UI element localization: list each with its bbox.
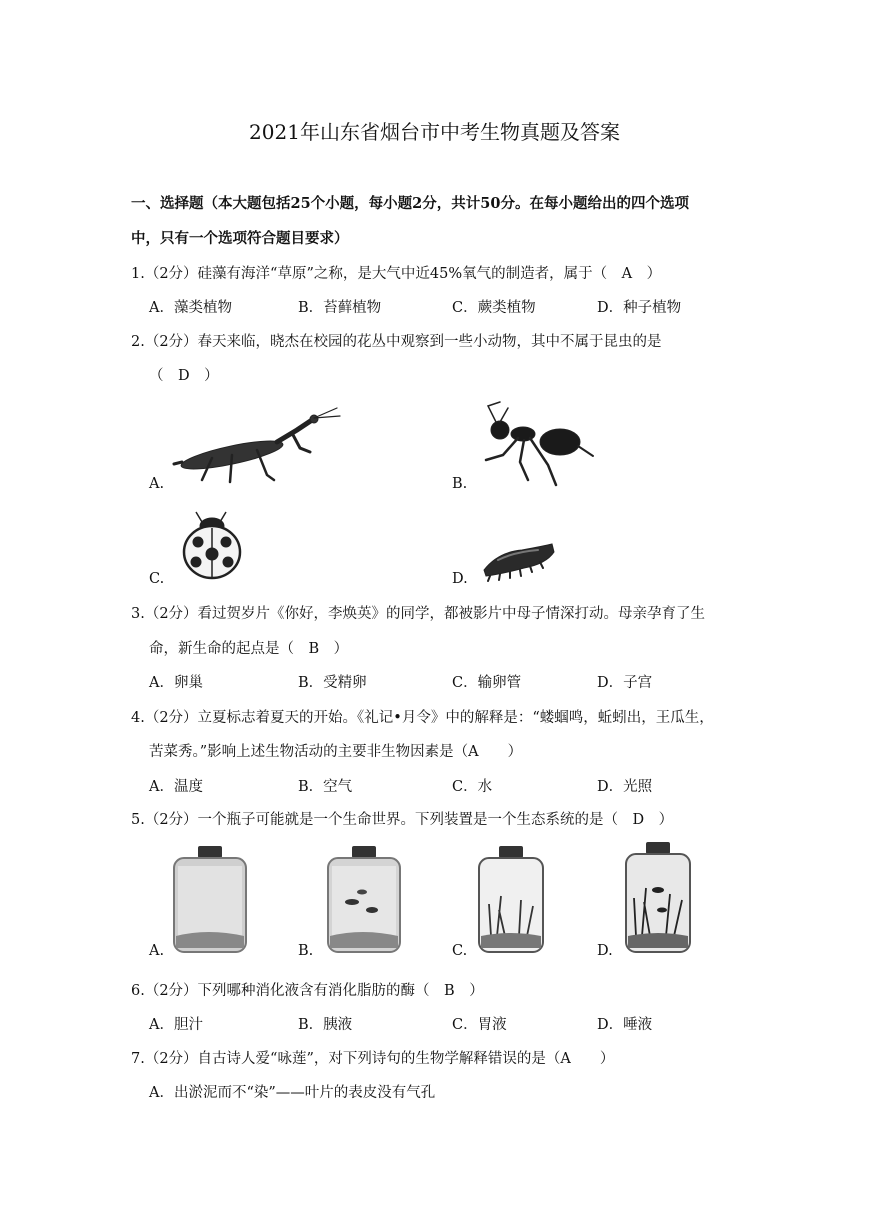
- question-5-option-c: C.: [452, 943, 468, 959]
- question-1-option-d: D．种子植物: [597, 300, 682, 316]
- jar-fish-icon: [322, 844, 404, 956]
- question-6-option-a: A．胆汁: [149, 1017, 203, 1033]
- question-5-option-b: B.: [298, 943, 314, 959]
- jar-plants-fish-icon: [622, 840, 694, 956]
- question-1-option-c: C．蕨类植物: [452, 300, 536, 316]
- question-5-text: 5.（2分）一个瓶子可能就是一个生命世界。下列装置是一个生态系统的是（ D ）: [131, 812, 674, 828]
- question-6-text: 6.（2分）下列哪种消化液含有消化脂肪的酶（ B ）: [131, 983, 484, 999]
- caterpillar-icon: [478, 536, 558, 582]
- question-4-option-b: B．空气: [298, 779, 353, 795]
- question-4-option-d: D．光照: [597, 779, 653, 795]
- question-1-option-a: A．藻类植物: [149, 300, 232, 316]
- mantis-icon: [172, 400, 342, 490]
- question-6-option-b: B．胰液: [298, 1017, 353, 1033]
- question-1-option-b: B．苔藓植物: [298, 300, 382, 316]
- question-3-option-c: C．输卵管: [452, 675, 522, 691]
- question-3-option-a: A．卵巢: [149, 675, 203, 691]
- ant-icon: [478, 400, 598, 488]
- question-3-answer-line: 命，新生命的起点是（ B ）: [149, 641, 349, 657]
- question-2-option-c: C.: [149, 571, 165, 587]
- question-4-option-a: A．温度: [149, 779, 203, 795]
- question-4-answer-line: 苦菜秀。”影响上述生物活动的主要非生物因素是（A ）: [149, 744, 523, 760]
- question-7-text: 7.（2分）自古诗人爱“咏莲”，对下列诗句的生物学解释错误的是（A ）: [131, 1051, 615, 1067]
- ladybug-icon: [178, 510, 246, 582]
- question-1-text: 1.（2分）硅藻有海洋“草原”之称，是大气中近45%氧气的制造者，属于（ A ）: [131, 266, 662, 282]
- question-4-text: 4.（2分）立夏标志着夏天的开始。《礼记•月令》中的解释是：“蝼蝈鸣，蚯蚓出，王瓜生，: [131, 710, 714, 726]
- jar-plants-icon: [475, 844, 547, 956]
- question-2-option-d: D.: [452, 571, 468, 587]
- question-5-option-a: A.: [149, 943, 165, 959]
- question-2-text: 2.（2分）春天来临，晓杰在校园的花丛中观察到一些小动物，其中不属于昆虫的是: [131, 334, 662, 350]
- question-2-option-b: B.: [452, 476, 468, 492]
- question-6-option-c: C．胃液: [452, 1017, 507, 1033]
- question-2-option-a: A.: [149, 476, 165, 492]
- section-heading-line1: 一、选择题（本大题包括25个小题，每小题2分，共计50分。在每小题给出的四个选项: [131, 195, 689, 212]
- question-2-answer: （ D ）: [149, 368, 219, 384]
- question-3-option-d: D．子宫: [597, 675, 653, 691]
- question-6-option-d: D．唾液: [597, 1017, 653, 1033]
- question-4-option-c: C．水: [452, 779, 493, 795]
- question-5-option-d: D.: [597, 943, 613, 959]
- section-heading-line2: 中，只有一个选项符合题目要求）: [131, 230, 349, 247]
- page-title: 2021年山东省烟台市中考生物真题及答案: [249, 120, 620, 144]
- question-3-text: 3.（2分）看过贺岁片《你好，李焕英》的同学，都被影片中母子情深打动。母亲孕育了生: [131, 606, 706, 622]
- jar-water-icon: [168, 844, 250, 956]
- question-3-option-b: B．受精卵: [298, 675, 367, 691]
- question-7-option-a: A．出淤泥而不“染”——叶片的表皮没有气孔: [149, 1085, 436, 1101]
